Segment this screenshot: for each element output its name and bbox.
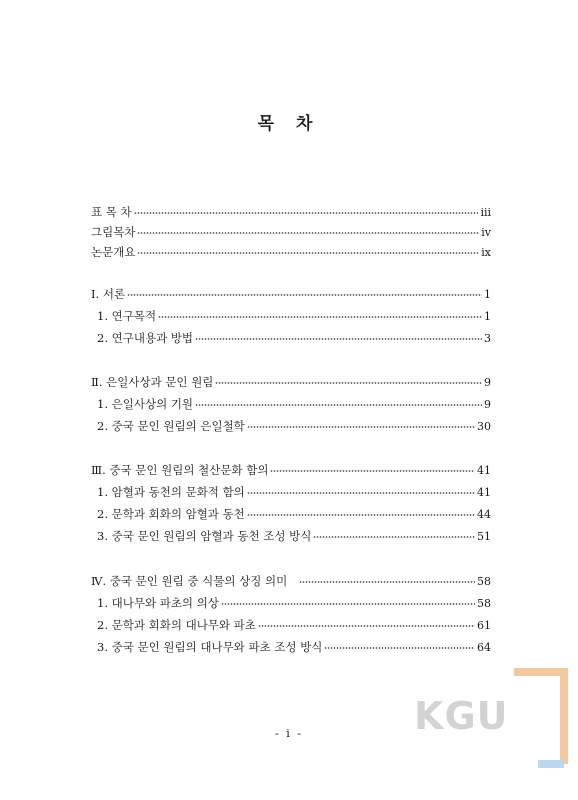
toc-entry-section-2-1[interactable]: [91, 395, 491, 413]
toc-label: 3. 중국 문인 원림의 암혈과 동천 조성 방식: [97, 529, 312, 543]
page-number-footer: - i -: [275, 727, 303, 740]
toc-label: Ⅳ. 중국 문인 원림 중 식물의 상징 의미: [91, 574, 288, 588]
dot-leader: [270, 470, 475, 472]
toc-page-number: ix: [481, 245, 491, 259]
dot-leader: [127, 294, 482, 296]
dot-leader: [221, 603, 475, 605]
toc-label: 2. 문학과 회화의 암혈과 동천: [97, 507, 245, 521]
toc-entry-section-4-2[interactable]: [91, 616, 491, 634]
watermark-logo: KGU: [414, 694, 509, 738]
dot-leader: [137, 232, 479, 234]
toc-label: 2. 문학과 회화의 대나무와 파초: [97, 618, 256, 632]
toc-label: 1. 은일사상의 기원: [97, 397, 194, 411]
toc-label: 1. 암혈과 동천의 문화적 함의: [97, 485, 245, 499]
toc-page-number: 41: [477, 485, 491, 499]
toc-entry-section-1-1[interactable]: [91, 307, 491, 325]
toc-page-number: iv: [481, 225, 491, 239]
toc-page-number: 51: [477, 529, 491, 543]
toc-entry-section-3-3[interactable]: [91, 527, 491, 545]
toc-page-number: 1: [484, 309, 491, 323]
toc-entry-chapter-3[interactable]: [91, 461, 491, 479]
dot-leader: [195, 338, 482, 340]
toc-label: Ⅱ. 은일사상과 문인 원림: [91, 375, 214, 389]
toc-label: 3. 중국 문인 원림의 대나무와 파초 조성 방식: [97, 640, 323, 654]
toc-label: 그림목차: [91, 225, 136, 239]
toc-entry-section-1-2[interactable]: [91, 329, 491, 347]
dot-leader: [137, 252, 479, 254]
toc-entry-chapter-2[interactable]: [91, 373, 491, 391]
toc-page-number: 58: [477, 596, 491, 610]
toc-page-number: 30: [477, 419, 491, 433]
toc-page-number: 9: [484, 397, 491, 411]
toc-page-number: 44: [477, 507, 491, 521]
dot-leader: [299, 581, 475, 583]
dot-leader: [195, 404, 482, 406]
toc-label: Ⅰ. 서론: [91, 287, 126, 301]
toc-page-number: 64: [477, 640, 491, 654]
toc-page-number: 61: [477, 618, 491, 632]
dot-leader: [258, 625, 475, 627]
toc-entry-section-4-1[interactable]: [91, 594, 491, 612]
toc-entry-list-of-figures[interactable]: [91, 223, 491, 241]
toc-page-number: iii: [480, 205, 491, 219]
toc-label: 논문개요: [91, 245, 136, 259]
toc-label: 1. 대나무와 파초의 의상: [97, 596, 219, 610]
dot-leader: [313, 536, 475, 538]
toc-entry-abstract[interactable]: [91, 243, 491, 261]
toc-page-number: 1: [484, 287, 491, 301]
dot-leader: [158, 316, 482, 318]
toc-label: 1. 연구목적: [97, 309, 157, 323]
toc-page-number: 41: [477, 463, 491, 477]
toc-entry-list-of-tables[interactable]: [91, 203, 491, 221]
toc-page-number: 9: [484, 375, 491, 389]
toc-label: Ⅲ. 중국 문인 원림의 철산문화 함의: [91, 463, 269, 477]
toc-entry-section-3-1[interactable]: [91, 483, 491, 501]
dot-leader: [247, 426, 475, 428]
toc-entry-section-2-2[interactable]: [91, 417, 491, 435]
dot-leader: [324, 647, 475, 649]
toc-label: 표 목 차: [91, 205, 132, 219]
toc-entry-chapter-4[interactable]: [91, 572, 491, 590]
toc-label: 2. 중국 문인 원림의 은일철학: [97, 419, 245, 433]
toc-entry-section-4-3[interactable]: [91, 638, 491, 656]
page-title: 목 차: [257, 114, 321, 134]
dot-leader: [134, 212, 479, 214]
dot-leader: [247, 514, 475, 516]
dot-leader: [247, 492, 475, 494]
dot-leader: [215, 382, 482, 384]
toc-entry-section-3-2[interactable]: [91, 505, 491, 523]
toc-page-number: 58: [477, 574, 491, 588]
watermark-frame-icon: [508, 664, 570, 768]
toc-page-number: 3: [484, 331, 491, 345]
toc-entry-chapter-1[interactable]: [91, 285, 491, 303]
toc-label: 2. 연구내용과 방법: [97, 331, 194, 345]
